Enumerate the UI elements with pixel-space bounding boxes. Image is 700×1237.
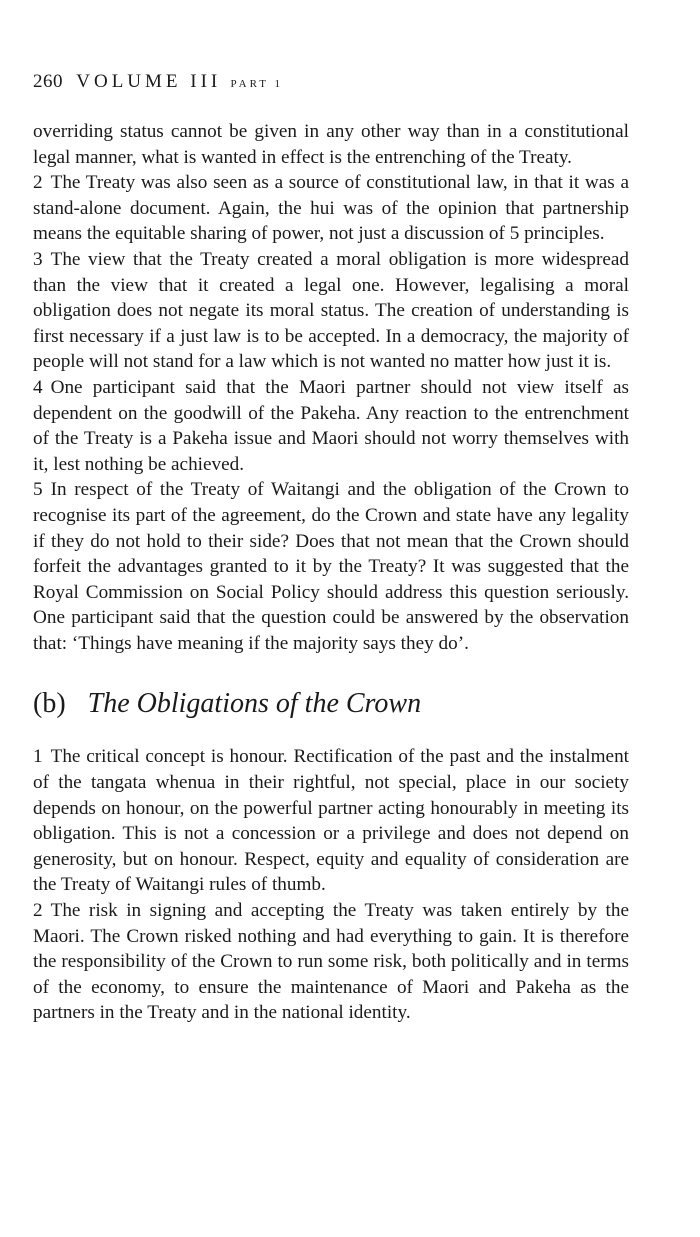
- paragraph-text: In respect of the Treaty of Waitangi and the obligation of the Crown to recognise its part of the agreement, do the Crown and state have any legality if they do not hold to their side? Does that not mean that the Crown should forfeit the advantages granted to it by the Treaty? It was suggested that the Royal Commission on Social Policy should address this question seriously. One participant said that the question could be answered by the observation that: ‘Things have meaning if the majority says they do’.: [33, 479, 629, 654]
- section-b-body: [33, 744, 629, 1026]
- volume-label: VOLUME III: [76, 71, 222, 92]
- paragraph: overriding status cannot be given in any other way than in a constitutional legal manner, what is wanted in effect is the entrenching of the Treaty.: [33, 121, 629, 168]
- running-head: [33, 66, 629, 98]
- section-heading: [33, 686, 629, 722]
- section-title: The Obligations of the Crown: [87, 688, 422, 720]
- paragraph-text: The Treaty was also seen as a source of constitutional law, in that it was a stand-alone document. Again, the hui was of the opinion that partnership means the equitable sharing of power, not just a discussion of 5 principles.: [33, 172, 629, 245]
- paragraph-text: The risk in signing and accepting the Treaty was taken entirely by the Maori. The Crown risked nothing and had everything to gain. It is therefore the responsibility of the Crown to run some risk, both politically and in terms of the economy, to ensure the maintenance of Maori and Pakeha as the partners in the Treaty and in the national identity.: [33, 900, 629, 1024]
- page-number: 260: [33, 71, 63, 92]
- paragraph-number: 4: [33, 376, 43, 398]
- paragraph-text: The view that the Treaty created a moral obligation is more widespread than the view that it created a legal one. However, legalising a moral obligation does not negate its moral status. The creation of understanding is first necessary if a just law is to be accepted. In a democracy, the majority of people will not stand for a law which is not wanted no matter how just it is.: [33, 248, 629, 373]
- paragraph-number: 2: [33, 900, 43, 922]
- paragraph-number: 2: [33, 172, 43, 194]
- section-a-body: [33, 98, 629, 656]
- book-page: [33, 66, 629, 1026]
- paragraph-number: 1: [33, 746, 43, 768]
- numbered-paragraph: [33, 477, 629, 656]
- paragraph-text: The critical concept is honour. Rectification of the past and the instalment of the tangata whenua in their rightful, not special, place in our society depends on honour, on the powerful partner acting honourably in meeting its obligation. This is not a concession or a privilege and does not depend on generosity, but on honour. Respect, equity and equality of consideration are the Treaty of Waitangi rules of thumb.: [33, 746, 629, 896]
- paragraph-text: One participant said that the Maori partner should not view itself as dependent on the goodwill of the Pakeha. Any reaction to the entrenchment of the Treaty is a Pakeha issue and Maori should not worry themselves with it, lest nothing be achieved.: [33, 376, 629, 475]
- numbered-paragraph: [33, 170, 629, 247]
- part-label: PART 1: [230, 78, 284, 90]
- paragraph-number: 5: [33, 479, 43, 501]
- numbered-paragraph: [33, 898, 629, 1026]
- paragraph-number: 3: [33, 248, 43, 270]
- numbered-paragraph: [33, 375, 629, 477]
- section-letter: (b): [33, 688, 66, 720]
- numbered-paragraph: [33, 744, 629, 898]
- numbered-paragraph: [33, 247, 629, 375]
